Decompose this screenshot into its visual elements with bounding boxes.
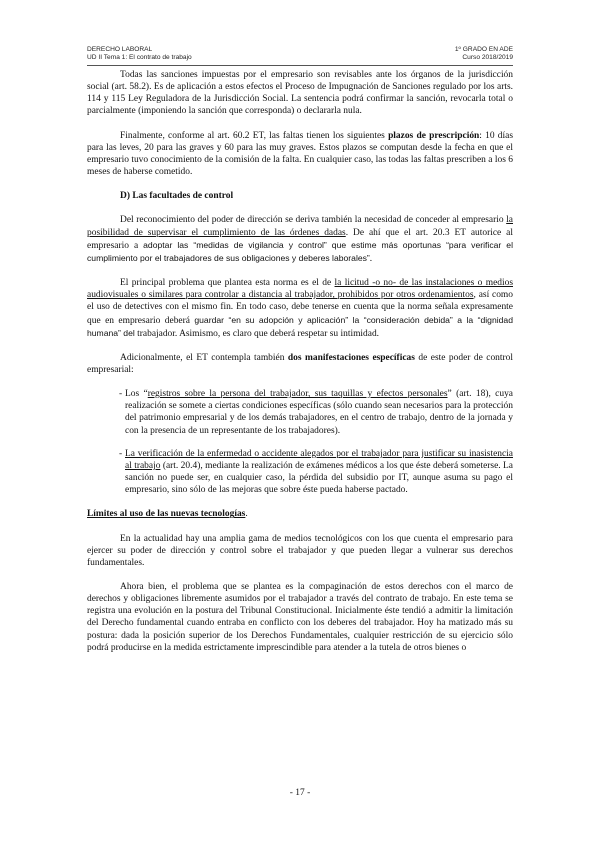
header-degree: 1º GRADO EN ADE [454,46,513,53]
bold-term-manifestations: dos manifestaciones específicas [287,352,415,363]
text-run: . De ahí que el art. 20.3 ET autorice al empresario a [87,227,513,251]
paragraph-sanctions-review: Todas las sanciones impuestas por el empresario son revisables ante los órganos de la jurisdicción social (art. 58.2). Es de aplicación a estos efectos el Proceso de Impugnación de Sanciones regulado por los arts. 114 y 115 Ley Reguladora de la Jurisdicción Social. La sentencia podrá confirmar la sanción, revocarla total o parcialmente (imponiendo la sanción que corresponda) o declararla nula. [87,70,513,117]
text-run: de este poder de control empresarial: [87,352,513,375]
paragraph-prescription [87,130,513,179]
paragraph-technologies: En la actualidad hay una amplia gama de medios tecnológicos con los que cuenta el empresario para ejercer su poder de dirección y control sobre el trabajador y que pueden llegar a vulnerar sus derechos fundamentales. [87,533,513,568]
underlined-phrase: la licitud -o no- de las instalaciones o medios audiovisuales o similares para controlar a distancia al trabajador, prohibidos por otros ordenamientos [87,278,513,301]
text-run: Finalmente, conforme al art. 60.2 ET, las faltas tienen los siguientes [120,130,389,141]
text-run: Adicionalmente, el ET contempla también [120,352,288,363]
running-header-left [87,46,192,63]
header-divider [87,65,513,66]
text-run: Del reconocimiento del poder de dirección se deriva también la necesidad de conceder al empresario [120,215,507,226]
text-run: Los “ [125,389,148,400]
page-body [87,69,513,666]
section-title-technologies [87,508,513,520]
manifestations-list [87,388,513,496]
paragraph-constitutional-court: Ahora bien, el problema que se plantea es la compaginación de estos derechos con el marco de derechos y obligaciones libremente asumidos por el trabajador a través del contrato de trabajo. En este tema se registra una evolución en la postura del Tribunal Constitucional. Inicialmente éste tendió a admitir la limitación del Derecho fundamental cuando entraba en conflicto con los deberes del trabajador. Hoy ha matizado más su postura: dada la posición superior de los Derechos Fundamentales, cualquier restricción de su ejercicio sólo podrá producirse en la medida estrictamente imprescindible para atender a la tutela de otros bienes o [87,582,513,653]
text-run: (art. 20.4), mediante la realización de exámenes médicos a los que éste deberá someterse. La sanción no puede ser, en cualquier caso, la pérdida del subsidio por IT, aunque asuma su pago el empresario, sino sólo de las mejoras que sobre éste pueda haberse pactado. [125,460,513,496]
paragraph-specific-manifestations [87,352,513,376]
underlined-phrase: registros sobre la persona del trabajador, sus taquillas y efectos personales [147,389,448,400]
list-bullet: - [119,389,123,400]
bold-term-prescription: plazos de prescripción [388,130,480,141]
text-run: ” (art. 18), cuya realización se somete a ciertas condiciones específicas (sólo cuando sean necesarios para la protección del patrimonio empresarial y de los demás trabajadores, en el centro de trabajo, dentro de la jornada y con la presencia de un representante de los trabajadores). [125,389,513,436]
paragraph-control-power [87,214,513,265]
quoted-legal-text: adoptar las “medidas de vigilancia y control” que estime más oportunas “para verificar el cumplimiento por el trabajadores de sus obligaciones y deberes laborales” [87,239,513,263]
list-bullet: - [119,448,123,459]
page-number: - 17 - [289,788,311,798]
quoted-legal-text: guardar “en su adopción y aplicación” la “consideración debida” a la “dignidad humana” del [87,314,513,338]
text-run: trabajador. Asimismo, es claro que deberá respetar su intimidad. [134,328,380,339]
list-item [87,388,513,437]
header-academic-year: Curso 2018/2019 [462,54,513,62]
header-course-title: DERECHO LABORAL [87,46,153,53]
running-header-right [455,46,513,63]
list-item [87,448,513,497]
text-run: . [369,253,373,264]
header-unit-title: UD II Tema 1: El contrato de trabajo [87,54,192,62]
section-title-text: Límites al uso de las nuevas tecnologías [87,509,246,520]
text-run: . [245,509,248,520]
text-run: , así como el uso de detectives con el mismo fin. En todo caso, debe tenerse en cuenta que la norma señala expresamente que en empresario deberá [87,290,513,326]
text-run: : 10 días para las leves, 20 para las graves y 60 para las muy graves. Estos plazos se computan desde la fecha en que el empresario tuvo conocimiento de la comisión de la falta. En cualquier caso, las todas las faltas prescriben a los 6 meses de haberse cometido. [87,130,513,178]
text-run: El principal problema que plantea esta norma es el de [120,278,335,289]
paragraph-main-problem [87,277,513,340]
section-heading-control: D) Las facultades de control [120,191,234,202]
underlined-phrase: La verificación de la enfermedad o accidente alegados por el trabajador para justificar su inasistencia al trabajo [125,448,513,471]
underlined-phrase: la posibilidad de supervisar el cumplimiento de las órdenes dadas [87,215,513,238]
